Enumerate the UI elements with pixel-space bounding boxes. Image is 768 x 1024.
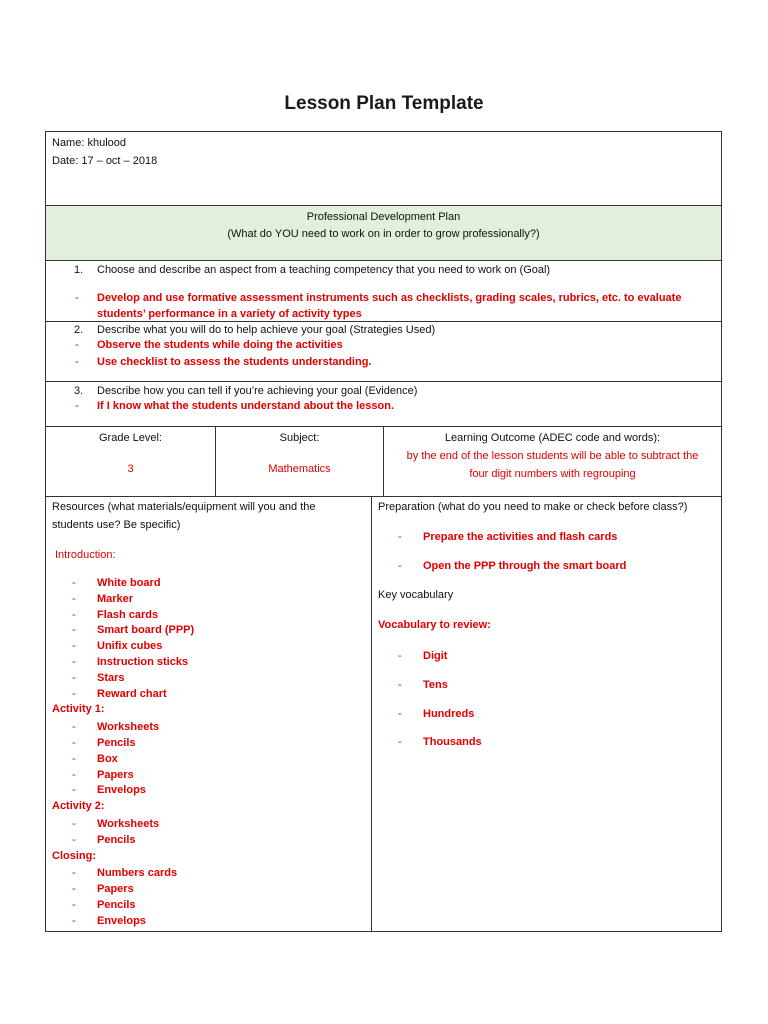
resource-dash: -: [72, 671, 76, 684]
vocab-dash: -: [398, 736, 402, 748]
resources-preparation-row: [46, 497, 721, 931]
vocab-item-hundreds: Hundreds: [423, 708, 475, 720]
resources-column: [46, 497, 372, 931]
name-line: Name: khulood: [52, 137, 126, 149]
goal-text: Choose and describe an aspect from a teaching competency that you need to work on (Goal): [97, 264, 551, 276]
resource-item: Smart board (PPP): [97, 624, 195, 637]
grade-value: 3: [127, 462, 134, 475]
act2-label: Activity 2:: [52, 800, 105, 813]
goal-row: [46, 261, 721, 322]
resource-item: Envelops: [97, 784, 146, 797]
pd-heading: Professional Development Plan: [306, 211, 461, 223]
subject-label: Subject:: [279, 432, 320, 444]
act1-label: Activity 1:: [52, 703, 105, 716]
evidence-text: Describe how you can tell if you’re achieving your goal (Evidence): [97, 385, 418, 397]
prep-item-2: Open the PPP through the smart board: [423, 560, 627, 572]
resource-item: Papers: [97, 768, 134, 781]
vocab-item-digit: Digit: [423, 650, 448, 662]
resource-item: Box: [97, 752, 118, 765]
pd-plan-row: [46, 206, 721, 261]
resource-item: Pencils: [97, 899, 136, 911]
vocab-item-tens: Tens: [423, 679, 448, 691]
closing-label: Closing:: [52, 849, 96, 862]
key-vocabulary-label: Key vocabulary: [378, 589, 454, 601]
resource-dash: -: [72, 914, 76, 927]
strategies-text: Describe what you will do to help achieve your goal (Strategies Used): [97, 324, 436, 336]
resource-dash: -: [72, 687, 76, 700]
preparation-heading: Preparation (what do you need to make or check before class?): [378, 501, 688, 513]
outcome-cell: [384, 427, 721, 496]
goal-dash: -: [75, 292, 79, 304]
outcome-line-1: by the end of the lesson students will be able to subtract the: [406, 449, 699, 462]
grade-label: Grade Level:: [99, 432, 162, 444]
resource-item: Worksheets: [97, 818, 160, 830]
resource-item: White board: [97, 577, 161, 589]
outcome-line-2: four digit numbers with regrouping: [469, 468, 636, 480]
resource-item: Flash cards: [97, 608, 159, 621]
resource-dash: -: [72, 577, 76, 589]
resource-dash: -: [72, 656, 76, 668]
date-line: Date: 17 – oct – 2018: [52, 154, 158, 167]
resource-item: Stars: [97, 671, 125, 684]
strategies-dash: -: [75, 339, 79, 351]
strategies-number: 2.: [74, 324, 84, 336]
strategies-dash: -: [75, 356, 79, 368]
goal-answer: Develop and use formative assessment instruments such as checklists, grading scales, rubrics, etc. to evaluate students’ performance in a variety of activity types: [97, 292, 682, 320]
strategies-row: [46, 322, 721, 382]
subject-cell: [216, 427, 384, 496]
resource-item: Pencils: [97, 833, 136, 846]
resources-heading-2: students use? Be specific): [52, 519, 181, 531]
evidence-row: [46, 382, 721, 427]
resource-dash: -: [72, 640, 76, 653]
name-date-row: [46, 132, 721, 206]
resource-dash: -: [72, 608, 76, 621]
resource-dash: -: [72, 818, 76, 830]
outcome-label: Learning Outcome (ADEC code and words):: [444, 432, 661, 444]
document-title: Lesson Plan Template: [284, 93, 484, 114]
grade-cell: [46, 427, 216, 496]
resource-dash: -: [72, 833, 76, 846]
resource-item: Marker: [97, 592, 134, 605]
preparation-column: [372, 497, 721, 931]
prep-dash: -: [398, 531, 402, 543]
pd-question: (What do YOU need to work on in order to grow professionally?): [227, 227, 540, 240]
resource-dash: -: [72, 752, 76, 765]
resource-dash: -: [72, 721, 76, 734]
resource-item: Unifix cubes: [97, 640, 163, 653]
evidence-number: 3.: [74, 385, 84, 397]
resources-heading-1: Resources (what materials/equipment will you and the: [52, 501, 316, 513]
goal-number: 1.: [74, 264, 84, 276]
vocab-dash: -: [398, 708, 402, 720]
vocab-dash: -: [398, 650, 402, 662]
lesson-plan-table: [45, 131, 722, 932]
resource-item: Pencils: [97, 737, 136, 749]
vocabulary-review-label: Vocabulary to review:: [378, 619, 491, 631]
introduction-label: Introduction:: [55, 549, 116, 561]
resource-dash: -: [72, 899, 76, 911]
resource-dash: -: [72, 768, 76, 781]
resource-item: Instruction sticks: [97, 656, 189, 668]
subject-value: Mathematics: [268, 462, 331, 475]
prep-item-1: Prepare the activities and flash cards: [423, 531, 618, 543]
vocab-dash: -: [398, 679, 402, 691]
resource-dash: -: [72, 737, 76, 749]
evidence-dash: -: [75, 400, 79, 412]
resource-item: Worksheets: [97, 721, 160, 734]
strategies-answer-2: Use checklist to assess the students understanding.: [97, 356, 372, 368]
resource-dash: -: [72, 867, 76, 880]
resource-item: Envelops: [97, 914, 146, 927]
grade-subject-row: [46, 427, 721, 497]
resource-dash: -: [72, 883, 76, 896]
evidence-answer: If I know what the students understand about the lesson.: [97, 400, 395, 412]
resource-dash: -: [72, 624, 76, 637]
strategies-answer-1: Observe the students while doing the activities: [97, 339, 343, 351]
resource-dash: -: [72, 592, 76, 605]
resource-dash: -: [72, 784, 76, 797]
vocab-item-thousands: Thousands: [423, 736, 482, 748]
prep-dash: -: [398, 560, 402, 572]
resource-item: Papers: [97, 883, 134, 896]
resource-item: Reward chart: [97, 687, 167, 700]
resource-item: Numbers cards: [97, 867, 178, 880]
